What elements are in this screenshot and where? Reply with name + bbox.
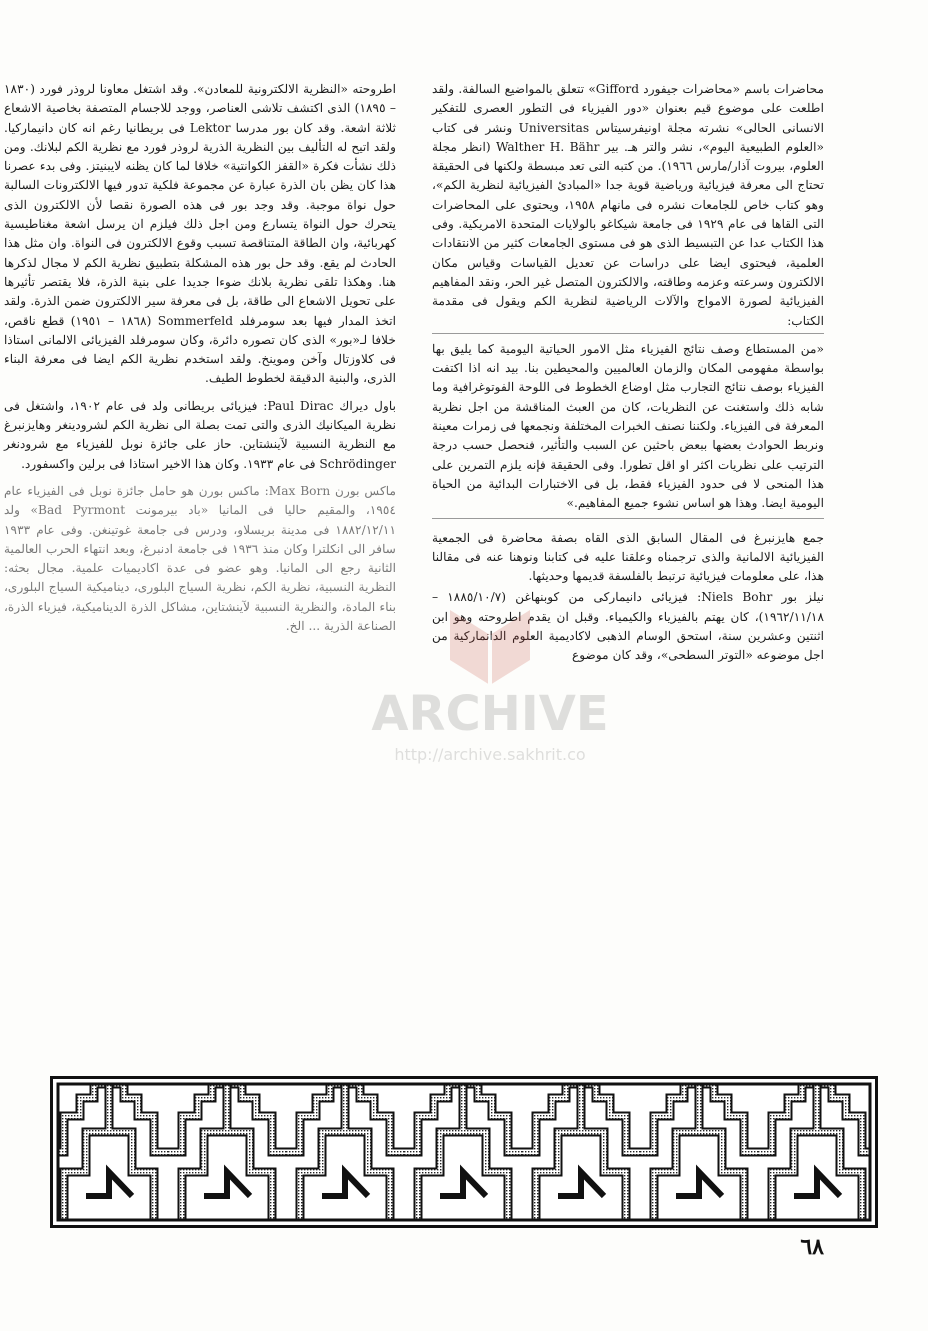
paragraph-gifford-lectures: محاضرات باسم «محاضرات جيفورد Gifford» تتعلق بالمواضيع السالفة. ولقد اطلعت على موضوع قيم بعنوان «دور الفيزياء فى التطور العصرى للتفكير الانسانى الحالى» نشرته مجلة اونيفرسيتاس Universitas ونشر فى كتاب «العلوم الطبيعية اليوم»، نشر والتر هـ. بير Walther H. Bähr (انظر مجلة العلوم، بيروت آذار/مارس ١٩٦٦). من كتبه التى تعد مبسطة ولكنها فى الحقيقة تحتاج الى معرفة فيزيائية ورياضية قوية جدا «المبادئ الفيزيائية لنظرية الكم»، وهو كتاب خاص للجامعات نشره فى مانهام ١٩٥٨، ويحتوى على المحاضرات التى القاها فى عام ١٩٢٩ فى جامعة شيكاغو بالولايات المتحدة الامريكية. وفى هذا الكتاب عدا عن التبسيط الذى هو فى مستوى الجامعات كثير من الانتقادات العلمية، فيحتوى ايضا على دراسات عن تعديل القياسات وقياس مكان الالكترون وسرعته وعزمه وطاقته، والالكترون المتصل غير الحر، ونقد المفاهيم الفيزيائية لصورة الامواج والآلات الرياضية لنظرية الكم ويقول فى مقدمة الكتاب: [432,82,825,328]
text-column-left [4,80,396,644]
paragraph-max-born: ماكس بورن Max Born: ماكس بورن هو حامل جائزة نوبل فى الفيزياء عام ١٩٥٤، والمقيم حاليا فى المانيا «باد بيرمونت Bad Pyrmont» ولد ١٨٨٢/١٢/١١ فى مدينة بريسلاو، ودرس فى جامعة غوتينغن. وفى عام ١٩٣٣ سافر الى انكلترا وكان منذ ١٩٣٦ فى جامعة ادنبرغ، وبعد انتهاء الحرب العالمية الثانية رجع الى المانيا. وهو عضو فى عدة اكاديميات علمية. مجال بحثه: النظرية النسبية، نظرية الكم، نظرية السياج البلورى، ديناميكية السياج البلورى، بناء المادة، والنظرية النسبية لآينشتاين، مشاكل الذرة الديناميكية، فيزياء الذرة، الصناعة الذرية ... الخ. [4,483,397,634]
page-number: ٦٨ [800,1234,824,1260]
watermark-url: http://archive.sakhrit.co [394,745,586,764]
watermark-wordmark: ARCHIVE [371,686,609,742]
paragraph-bohr-thesis: اطروحته «النظرية الالكترونية للمعادن». وقد اشتغل معاونا لروذر فورد (١٨٣٠ – ١٨٩٥) الذى اكتشف تلاشى العناصر، ووجد للاجسام المتصفة بخاصية الاشعاع ثلاثة اشعة. وقد كان بور مدرسا Lektor فى بريطانيا رغم انه كان دانيماركيا. ولقد اتيح له التأليف بين النظرية الذرية لروذر فورد مع نظرية الكم لبلانك. ومن ذلك نشأت فكرة «القفز الكوانتية» خلافا لما كان يظنه لايبنيتز. وفى بدء عصرنا هذا كان يظن بان الذرة عبارة عن مجموعة فلكية تدور فيها الالكترونات السالبة حول نواة موجبة. وقد وجد بور فى هذه الصورة نقصا لأن الالكترون الذى يتحرك حول النواة يتسارع ومن اجل ذلك فيلزم ان يرسل اشعة مغناطيسية كهربائية، وان الطاقة المتناقصة تسبب وقوع الالكترون فى النواة. وان مثل هذا الحادث لم يقع. وقد حل بور هذه المشكلة بتطبيق نظرية الكم لا مجال لذكرها هنا. وهكذا تلقى نظرية بلانك ضوءا جديدا على بنية الذرة، فلا يقتصر تأثيرها على تحويل الاشعاع الى طاقة، بل فى معرفة سير الالكترون ضمن الذرة. ولقد اتخذ المدار فيها بعد سومرفلد Sommerfeld (١٨٦٨ – ١٩٥١) قطع ناقص، خلافا لـ«بور» الذى كان تصوره دائرة، وكان سومرفلد الفيزيائى الالمانى استاذا فى كلاوزتال وآخن وموينخ. ولقد استخدم نظرية الكم ايضا فى معرفة البناء الذرى، والبنية الدقيقة لخطوط الطيف. [4,82,397,386]
text-column-right [432,80,824,674]
paragraph-heisenberg-lecture: جمع هايزنبرغ فى المقال السابق الذى القاه بصفة محاضرة فى الجمعية الفيزيائية الالمانية والذى ترجمناه وعلقنا عليه فى كتابنا ونوهنا عنه فى مقالنا هذا، على معلومات فيزيائية ترتبط بالفلسفة قديمها وحديثها. [432,530,824,584]
paragraph-paul-dirac: باول ديراك Paul Dirac: فيزيائى بريطانى ولد فى عام ١٩٠٢، واشتغل فى نظرية الميكانيك الذرى والتى تمت بصلة الى نظرية الكم لشرودينغر وهايزنبرغ مع النظرية النسبية لآينشتاين. حاز على جائزة نوبل للفيزياء مع شرودنغر Schrödinger فى عام ١٩٣٣. وكان هذا الاخير استاذا فى برلين واكسفورد. [4,398,397,471]
decorative-border [50,1076,878,1228]
paragraph-niels-bohr: نيلز بور Niels Bohr: فيزيائى دانيماركى من كوبنهاغن (١٨٨٥/١٠/٧ – ١٩٦٢/١١/١٨)، كان يهتم بالفيزياء والكيمياء. وقبل ان يقدم اطروحته وهو ابن اثنتين وعشرين سنة، استحق الوسام الذهبى لاكاديمية العلوم الدانماركية من اجل موضوعه «التوتر السطحى»، وقد كان موضوع [432,590,824,663]
quoted-passage: «من المستطاع وصف نتائج الفيزياء مثل الامور الحياتية اليومية كما يليق بها بواسطة مفهومى المكان والزمان العالميين والمحيطين بنا. بيد انه اذا اكتفت الفيزياء بوصف نتائج التجارب مثل اوضاع الخطوط فى اللوحة الفوتوغرافية وما شابه ذلك واستغنت عن النظريات، كان من العبث المناقشة من اجل نظرية المعرفة فى الفيزياء. ولكننا نصنف الخبرات المختلفة ونجمعها فى زمرات معينة ونربط الحوادث بعضها ببعض باحثين عن السبب والتأثير، فنحصل حسب درجة الترتيب على نظريات اكثر او اقل تطورا. وفى الحقيقة فإنه يلزم التمرين على هذا المنحى لا فى حدود الفيزياء فقط، بل فى الاختبارات البدائية من الحياة اليومية ايضا. وهذا هو اساس نشوء جميع المفاهيم.» [432,333,824,519]
